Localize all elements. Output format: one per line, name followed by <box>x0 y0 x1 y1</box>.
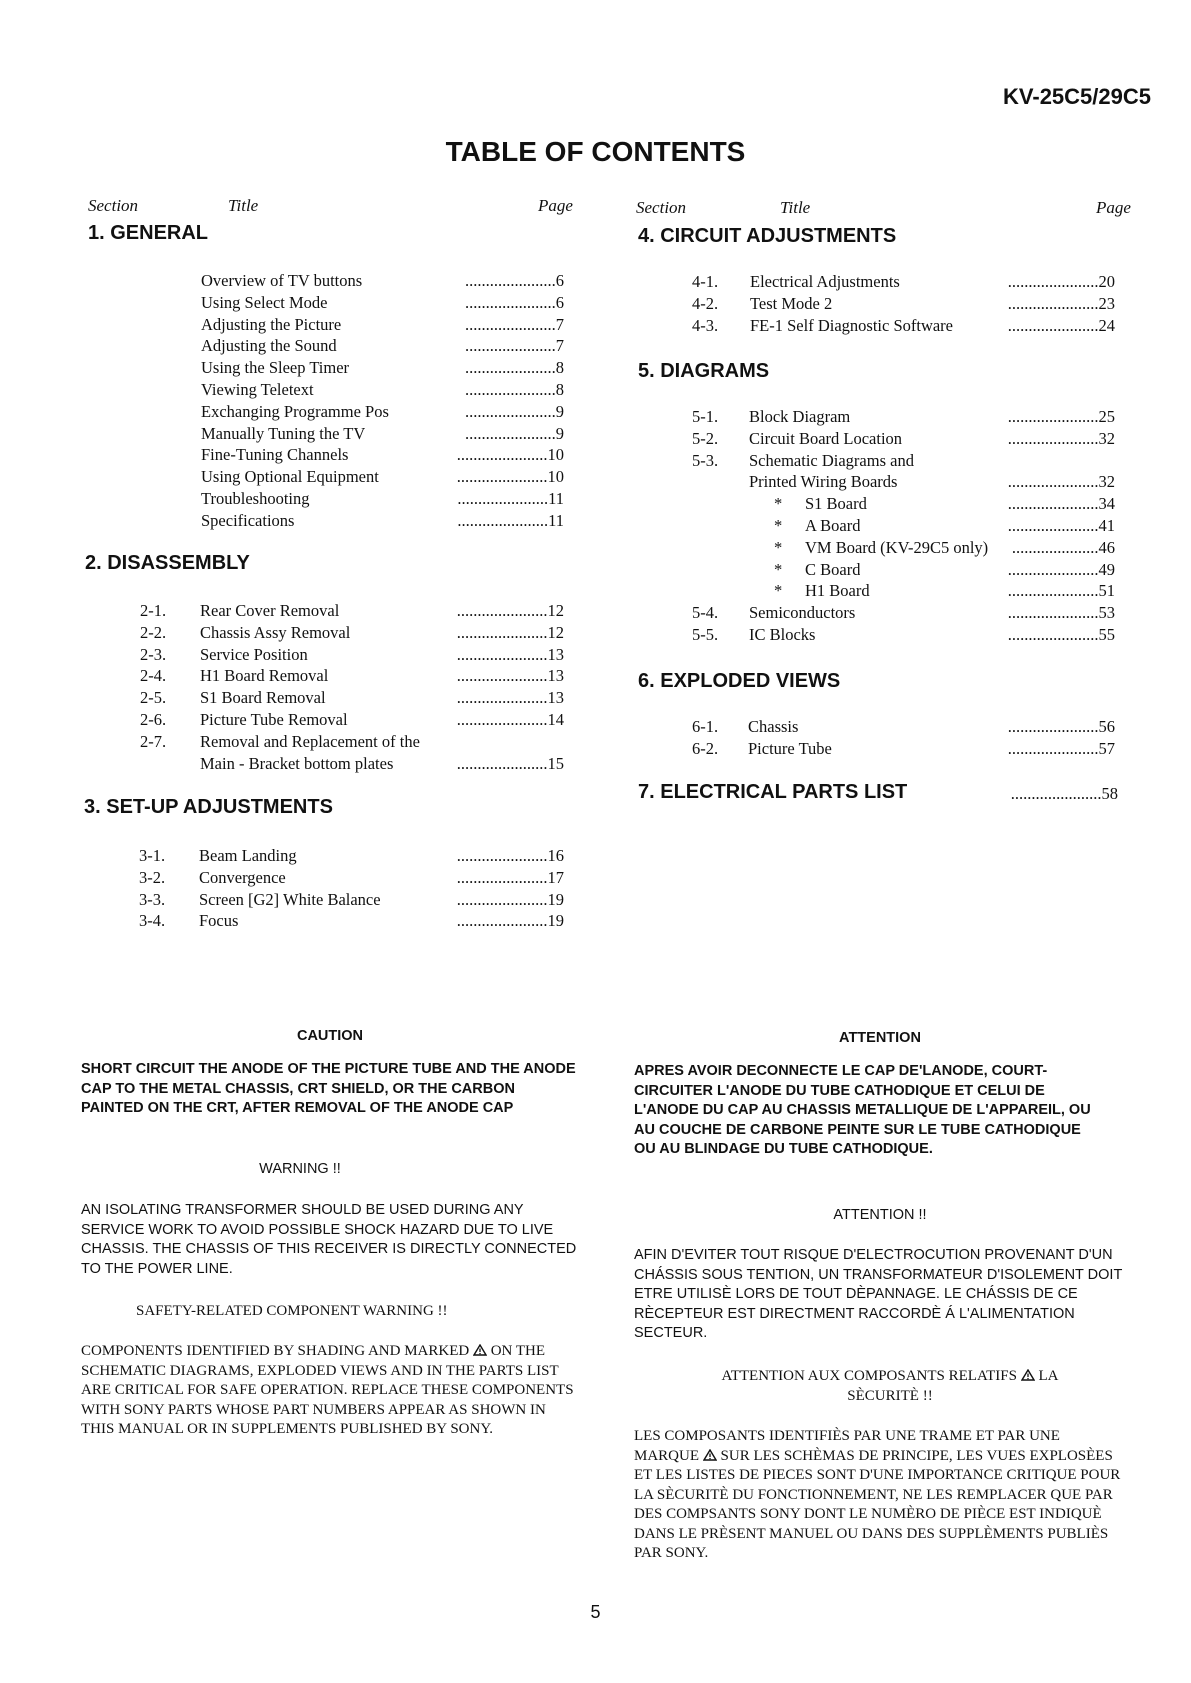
toc-item-title: Printed Wiring Boards <box>749 472 898 492</box>
toc-item-title: VM Board (KV-29C5 only) <box>805 537 989 557</box>
toc-item <box>0 294 1191 316</box>
toc-item-title: Using the Sleep Timer <box>201 358 350 378</box>
toc-item <box>0 429 1191 451</box>
toc-item-title: Using Optional Equipment <box>201 467 379 487</box>
safety-warning-body <box>81 1342 581 1440</box>
toc-item-title: Test Mode 2 <box>750 293 833 313</box>
toc-item-bullet: * <box>774 516 783 535</box>
toc-page-dots: .....................46 <box>1011 537 1115 557</box>
toc-page-dots: ......................57 <box>1007 738 1115 758</box>
warning-triangle-icon <box>1021 1369 1035 1381</box>
toc-item-number: 3-2. <box>139 867 166 887</box>
toc-item-title: Using Select Mode <box>201 292 328 312</box>
attention-safety-heading-part2: LA SÈCURITÈ !! <box>847 1368 1059 1404</box>
toc-page-dots: ......................23 <box>1007 293 1115 313</box>
toc-item <box>0 622 1191 647</box>
toc-item-title: Manually Tuning the TV <box>201 423 366 443</box>
toc-item <box>0 581 1191 603</box>
toc-item-title: H1 Board <box>805 581 870 601</box>
toc-item-number: 2-4. <box>140 666 167 686</box>
attention-body: APRES AVOIR DECONNECTE LE CAP DE'LANODE, COURT-CIRCUITER L'ANODE DU TUBE CATHODIQUE ET CELUI DE L'ANODE DU CAP AU CHASSIS METALLIQUE DE L'APPAREIL, OU AU COUCHE DE CARBONE PEINTE SUR LE TUBE CATHODIQUE OU AU BLINDAGE DU TUBE CATHODIQUE. <box>634 1063 1091 1157</box>
toc-item-number: 3-1. <box>139 846 166 865</box>
toc-item-title: Overview of TV buttons <box>201 271 363 290</box>
toc-item-title: A Board <box>805 516 861 535</box>
toc-item-title: Specifications <box>201 510 295 530</box>
toc-item <box>0 560 1191 582</box>
toc-item-title: FE-1 Self Diagnostic Software <box>750 315 954 335</box>
toc-item <box>0 380 1191 402</box>
toc-item-title: Electrical Adjustments <box>750 272 900 291</box>
toc-item <box>0 316 1191 338</box>
toc-item-title: Chassis <box>748 717 799 736</box>
toc-page-dots: ......................7 <box>465 314 564 334</box>
toc-item <box>0 472 1191 494</box>
column-header-page: Page <box>538 196 573 215</box>
toc-item-title: Main - Bracket bottom plates <box>200 753 394 773</box>
toc-page-dots: ......................6 <box>465 271 564 290</box>
toc-item-title: S1 Board <box>805 494 867 514</box>
toc-item-title: Picture Tube Removal <box>200 710 348 729</box>
attention-safety-body <box>634 1427 1124 1564</box>
toc-item-title: Semiconductors <box>749 603 856 623</box>
toc-page-dots: ......................32 <box>1007 428 1115 448</box>
toc-item-title: Removal and Replacement of the <box>200 731 420 751</box>
toc-item <box>0 358 1191 380</box>
section-heading-parts-list: 7. ELECTRICAL PARTS LIST <box>638 781 908 803</box>
toc-item <box>0 911 1191 933</box>
toc-item-number: 2-3. <box>140 644 167 664</box>
section-heading-exploded: 6. EXPLODED VIEWS <box>638 670 841 692</box>
page-number: 5 <box>590 1602 601 1622</box>
toc-item <box>0 739 1191 761</box>
toc-page-dots: ......................20 <box>1007 272 1115 291</box>
toc-item <box>0 336 1191 358</box>
toc-item-title: Viewing Teletext <box>201 380 314 399</box>
toc-item-bullet: * <box>774 537 783 557</box>
toc-item-number: 2-6. <box>140 710 167 729</box>
toc-item-title: Adjusting the Sound <box>201 336 337 356</box>
toc-page-dots: ......................49 <box>1007 559 1115 579</box>
toc-item-number: 2-2. <box>140 622 167 642</box>
toc-page-dots: ......................25 <box>1007 407 1115 426</box>
attention2-body: AFIN D'EVITER TOUT RISQUE D'ELECTROCUTION PROVENANT D'UN CHÁSSIS SOUS TENTION, UN TRANSFORMATEUR D'ISOLEMENT DOIT ETRE UTILISÈ LORS DE TOUT DÈPANNAGE. LE CHÁSSIS DE CE RÈCEPTEUR EST DIRECTMENT RACCORDÈ Á L'ALIMENTATION SECTEUR. <box>634 1247 1123 1341</box>
toc-page-dots: ......................56 <box>1007 717 1115 736</box>
toc-page-dots: ......................13 <box>456 666 564 686</box>
toc-page-dots: ......................16 <box>456 846 564 865</box>
section-heading-diagrams: 5. DIAGRAMS <box>638 360 770 382</box>
toc-item <box>0 868 1191 890</box>
toc-item-number: 6-2. <box>692 738 719 758</box>
toc-item-number: 3-4. <box>139 911 166 931</box>
toc-page-dots: ......................10 <box>456 445 564 465</box>
toc-item-number: 4-2. <box>692 293 719 313</box>
section-heading-setup: 3. SET-UP ADJUSTMENTS <box>84 796 333 818</box>
toc-item-number: 5-4. <box>692 603 719 623</box>
safety-warning-body-part1: COMPONENTS IDENTIFIED BY SHADING AND MARKED <box>81 1343 470 1359</box>
toc-page-dots: ......................58 <box>1010 784 1118 803</box>
toc-item-title: Service Position <box>200 644 308 664</box>
toc-item-number: 2-7. <box>140 731 167 751</box>
toc-page-dots: ......................53 <box>1007 603 1115 623</box>
warning-body: AN ISOLATING TRANSFORMER SHOULD BE USED DURING ANY SERVICE WORK TO AVOID POSSIBLE SHOCK HAZARD DUE TO LIVE CHASSIS. THE CHASSIS OF THIS RECEIVER IS DIRECTLY CONNECTED TO THE POWER LINE. <box>81 1202 577 1277</box>
toc-item-bullet: * <box>774 581 783 601</box>
toc-item <box>0 666 1191 688</box>
toc-item-number: 5-2. <box>692 428 719 448</box>
safety-warning-heading: SAFETY-RELATED COMPONENT WARNING !! <box>136 1303 448 1319</box>
toc-item-number: 2-5. <box>140 688 167 708</box>
toc-item <box>0 688 1191 710</box>
attention-safety-body-part2: SUR LES SCHÈMAS DE PRINCIPE, LES VUES EXPLOSÈES ET LES LISTES DE PIECES SONT D'UNE IMPORTANCE CRITIQUE POUR LA SÈCURITÈ DU FONCTIONNEMENT, NE LES REMPLACER QUE PAR DES COMPSANTS SONY DONT LE NUMÈRO DE PIÈCE EST INDIQUÈ DANS LE PRÈSENT MANUEL OU DANS DES SUPPLÈMENTS PUBLIÈS PAR SONY. <box>634 1447 1121 1561</box>
warning-triangle-icon <box>473 1344 487 1356</box>
toc-item-number: 4-1. <box>692 272 719 291</box>
toc-item <box>0 645 1191 667</box>
toc-page-dots: ......................34 <box>1007 494 1115 514</box>
toc-page-dots: ......................11 <box>457 510 564 530</box>
toc-item <box>0 272 1191 294</box>
toc-item-title: Picture Tube <box>748 738 832 758</box>
toc-page-dots: ......................17 <box>456 867 564 887</box>
toc-item-number: 5-1. <box>692 407 719 426</box>
toc-item-number: 6-1. <box>692 717 719 736</box>
toc-item-title: Screen [G2] White Balance <box>199 889 381 909</box>
caution-body: SHORT CIRCUIT THE ANODE OF THE PICTURE TUBE AND THE ANODE CAP TO THE METAL CHASSIS, CRT SHIELD, OR THE CARBON PAINTED ON THE CRT, AFTER REMOVAL OF THE ANODE CAP <box>81 1061 576 1116</box>
toc-item <box>0 890 1191 912</box>
section-heading-disassembly: 2. DISASSEMBLY <box>85 552 250 574</box>
toc-page-dots: ......................8 <box>465 380 564 399</box>
toc-item-title: Block Diagram <box>749 407 851 426</box>
toc-item-number: 5-5. <box>692 625 719 644</box>
toc-item-number: 2-1. <box>140 601 167 620</box>
toc-item-title: Chassis Assy Removal <box>200 622 351 642</box>
toc-item-title: Exchanging Programme Pos <box>201 401 389 421</box>
toc-item-title: H1 Board Removal <box>200 666 329 686</box>
attention2-heading: ATTENTION !! <box>833 1207 927 1223</box>
toc-page-dots: ......................55 <box>1007 625 1115 644</box>
toc-page-dots: ......................41 <box>1007 516 1115 535</box>
toc-item-title: C Board <box>805 559 861 579</box>
page-title: TABLE OF CONTENTS <box>445 136 746 167</box>
toc-item <box>0 538 1191 560</box>
section-heading-circuit: 4. CIRCUIT ADJUSTMENTS <box>638 225 897 247</box>
column-header-section: Section <box>636 198 687 217</box>
toc-item-bullet: * <box>774 559 783 579</box>
column-header-section: Section <box>88 196 139 215</box>
attention-heading: ATTENTION <box>839 1030 921 1046</box>
toc-page-dots: ......................14 <box>456 710 564 729</box>
toc-page-dots: ......................11 <box>457 489 564 508</box>
toc-page-dots: ......................10 <box>456 467 564 487</box>
column-header-title: Title <box>228 196 259 215</box>
toc-page-dots: ......................15 <box>456 753 564 773</box>
caution-heading: CAUTION <box>296 1028 364 1044</box>
toc-page-dots: ......................32 <box>1007 472 1115 492</box>
toc-item <box>0 451 1191 473</box>
toc-item <box>0 603 1191 625</box>
toc-item-number: 5-3. <box>692 450 719 470</box>
toc-page-dots: ......................8 <box>465 358 564 378</box>
toc-item-number: 4-3. <box>692 315 719 335</box>
toc-page-dots: ......................19 <box>456 911 564 931</box>
attention-safety-heading-part1: ATTENTION AUX COMPOSANTS RELATIFS <box>721 1368 1017 1384</box>
toc-item-title: Adjusting the Picture <box>201 314 342 334</box>
column-header-page: Page <box>1096 198 1131 217</box>
toc-item <box>0 516 1191 538</box>
toc-page-dots: ......................6 <box>465 292 564 312</box>
toc-item-title: Circuit Board Location <box>749 428 903 448</box>
toc-page-dots: ......................12 <box>456 601 564 620</box>
toc-item-title: S1 Board Removal <box>200 688 326 708</box>
toc-item <box>0 494 1191 516</box>
toc-item <box>0 717 1191 739</box>
toc-page-dots: ......................24 <box>1007 315 1115 335</box>
toc-page-dots: ......................51 <box>1007 581 1115 601</box>
toc-page-dots: ......................9 <box>465 401 564 421</box>
column-header-title: Title <box>780 198 811 217</box>
toc-item <box>0 407 1191 429</box>
warning-triangle-icon <box>703 1449 717 1461</box>
attention-safety-heading <box>690 1367 1090 1406</box>
toc-item-bullet: * <box>774 494 783 514</box>
toc-page-dots: ......................9 <box>465 423 564 443</box>
toc-item-title: Schematic Diagrams and <box>749 450 914 470</box>
toc-item-title: Convergence <box>199 867 286 887</box>
safety-warning-body-part2: ON THE SCHEMATIC DIAGRAMS, EXPLODED VIEWS AND IN THE PARTS LIST ARE CRITICAL FOR SAFE OPERATION. REPLACE THESE COMPONENTS WITH SONY PARTS WHOSE PART NUMBERS APPEAR AS SHOWN IN THIS MANUAL OR IN SUPPLEMENTS PUBLISHED BY SONY. <box>81 1343 574 1437</box>
toc-item-title: IC Blocks <box>749 625 816 644</box>
toc-page-dots: ......................19 <box>456 889 564 909</box>
toc-item-number: 3-3. <box>139 889 166 909</box>
toc-item-title: Focus <box>199 911 239 931</box>
toc-item-title: Beam Landing <box>199 846 297 865</box>
toc-page-dots: ......................13 <box>456 688 564 708</box>
attention-safety-body-part1: LES COMPOSANTS IDENTIFIÈS PAR UNE TRAME ET PAR UNE MARQUE <box>634 1428 1060 1464</box>
toc-page-dots: ......................12 <box>456 622 564 642</box>
toc-item <box>0 846 1191 868</box>
warning-heading: WARNING !! <box>259 1161 341 1177</box>
toc-item-title: Troubleshooting <box>201 489 310 508</box>
toc-page-dots: ......................13 <box>456 644 564 664</box>
model-number: KV-25C5/29C5 <box>1003 84 1151 109</box>
toc-item-title: Fine-Tuning Channels <box>201 445 349 465</box>
toc-page-dots: ......................7 <box>465 336 564 356</box>
toc-item-title: Rear Cover Removal <box>200 601 340 620</box>
section-heading-general: 1. GENERAL <box>88 222 209 244</box>
